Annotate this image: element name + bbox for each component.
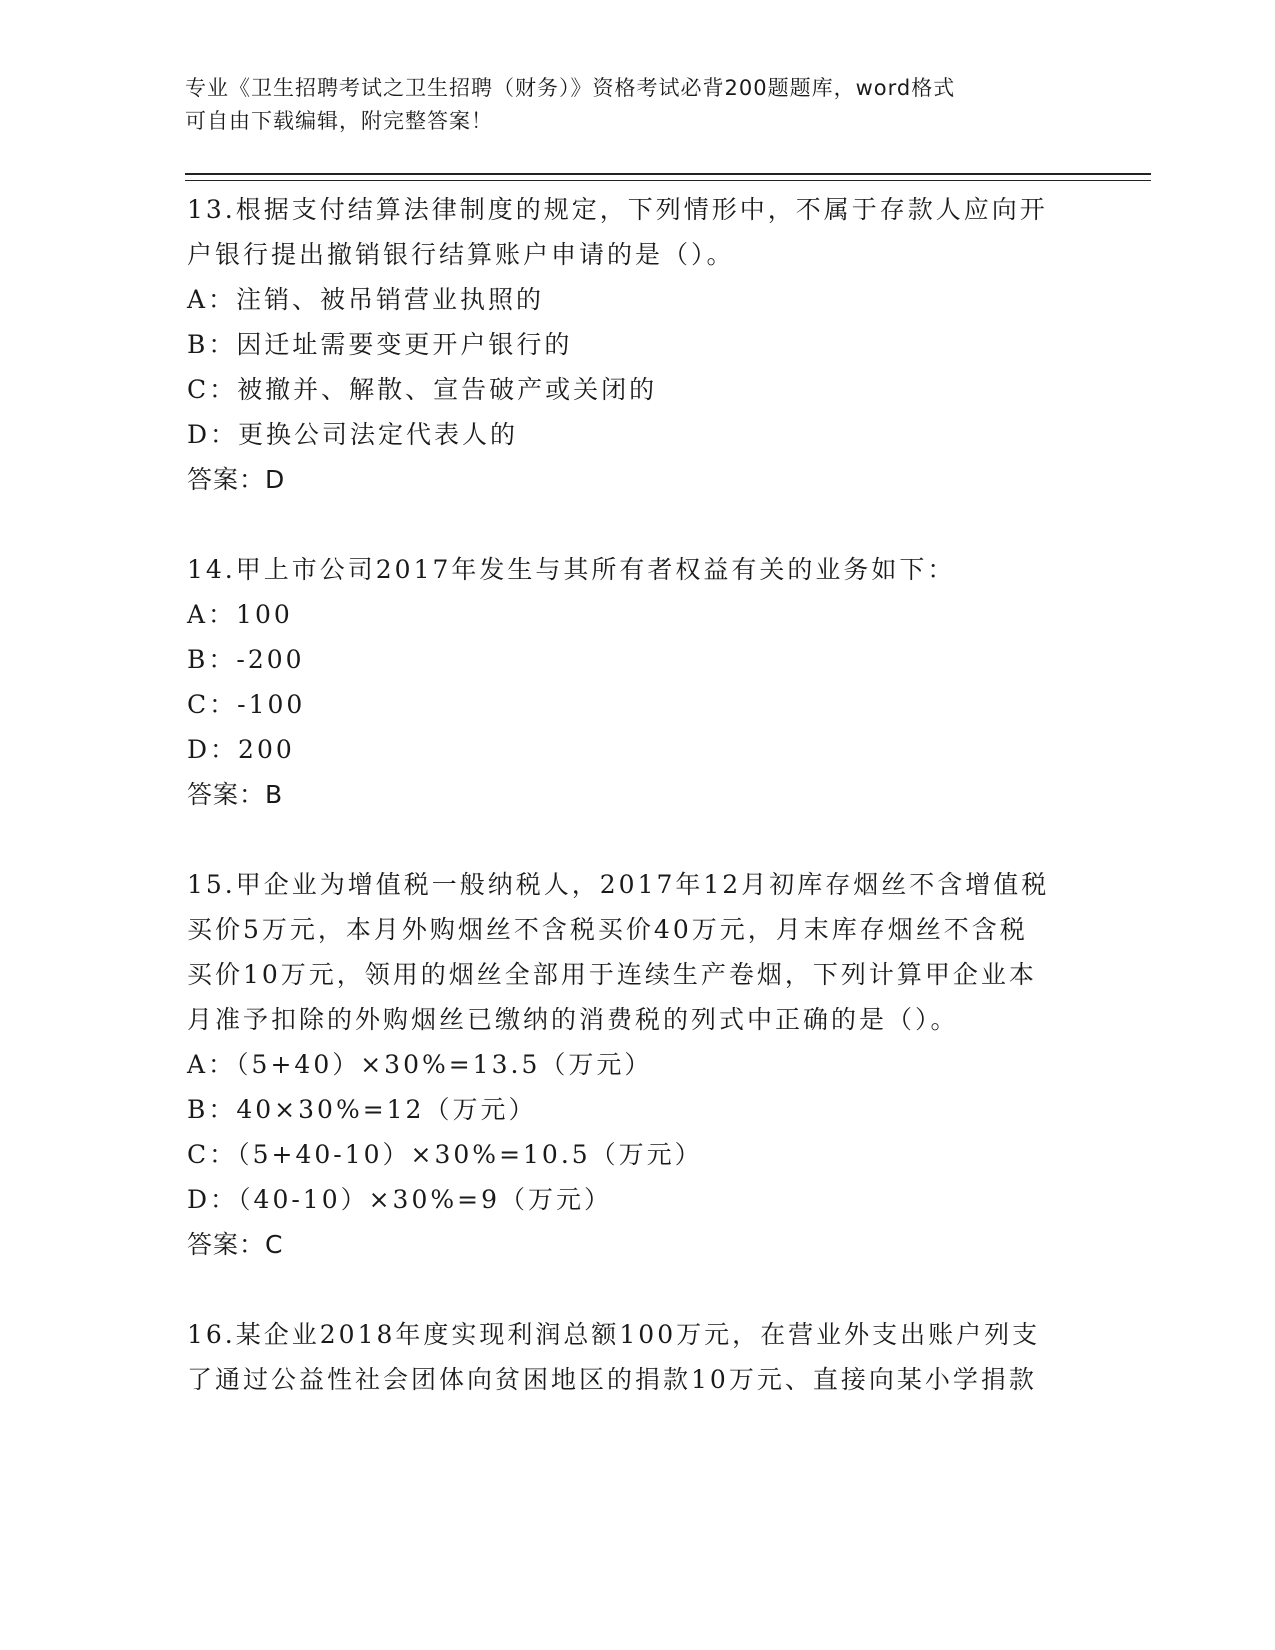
question-stem: 户银行提出撤销银行结算账户申请的是（）。 xyxy=(187,240,735,269)
option-b: B：-200 xyxy=(187,645,305,674)
question-stem: 15.甲企业为增值税一般纳税人，2017年12月初库存烟丝不含增值税 xyxy=(187,870,1050,899)
document-header xyxy=(185,72,1065,138)
question-13 xyxy=(187,187,1087,502)
question-stem: 了通过公益性社会团体向贫困地区的捐款10万元、直接向某小学捐款 xyxy=(187,1365,1037,1394)
question-stem: 16.某企业2018年度实现利润总额100万元，在营业外支出账户列支 xyxy=(187,1320,1041,1349)
option-c: C：被撤并、解散、宣告破产或关闭的 xyxy=(187,375,658,404)
answer-label: 答案：D xyxy=(187,465,286,494)
question-spacer xyxy=(187,1267,1087,1312)
question-16 xyxy=(187,1312,1087,1402)
question-stem: 月准予扣除的外购烟丝已缴纳的消费税的列式中正确的是（）。 xyxy=(187,1005,959,1034)
question-spacer xyxy=(187,502,1087,547)
option-b: B：因迁址需要变更开户银行的 xyxy=(187,330,573,359)
option-a: A：注销、被吊销营业执照的 xyxy=(187,285,545,314)
answer-label: 答案：B xyxy=(187,780,284,809)
option-c: C：-100 xyxy=(187,690,306,719)
header-line: 可自由下载编辑，附完整答案！ xyxy=(185,109,493,133)
option-a: A：100 xyxy=(187,600,293,629)
header-divider-thin xyxy=(185,180,1151,181)
question-stem: 买价5万元，本月外购烟丝不含税买价40万元，月末库存烟丝不含税 xyxy=(187,915,1028,944)
option-d: D：（40-10）×30%=9（万元） xyxy=(187,1185,612,1214)
option-d: D：更换公司法定代表人的 xyxy=(187,420,519,449)
question-stem: 14.甲上市公司2017年发生与其所有者权益有关的业务如下： xyxy=(187,555,956,584)
option-d: D：200 xyxy=(187,735,295,764)
option-a: A：（5+40）×30%=13.5（万元） xyxy=(187,1050,653,1079)
answer-label: 答案：C xyxy=(187,1230,284,1259)
header-divider-thick xyxy=(185,173,1151,175)
question-15 xyxy=(187,862,1087,1267)
question-14 xyxy=(187,547,1087,817)
question-spacer xyxy=(187,817,1087,862)
option-c: C：（5+40-10）×30%=10.5（万元） xyxy=(187,1140,703,1169)
header-line: 专业《卫生招聘考试之卫生招聘（财务）》资格考试必背200题题库，word格式 xyxy=(185,76,956,100)
option-b: B：40×30%=12（万元） xyxy=(187,1095,537,1124)
question-stem: 13.根据支付结算法律制度的规定，下列情形中，不属于存款人应向开 xyxy=(187,195,1048,224)
question-list xyxy=(187,187,1087,1402)
question-stem: 买价10万元，领用的烟丝全部用于连续生产卷烟，下列计算甲企业本 xyxy=(187,960,1037,989)
